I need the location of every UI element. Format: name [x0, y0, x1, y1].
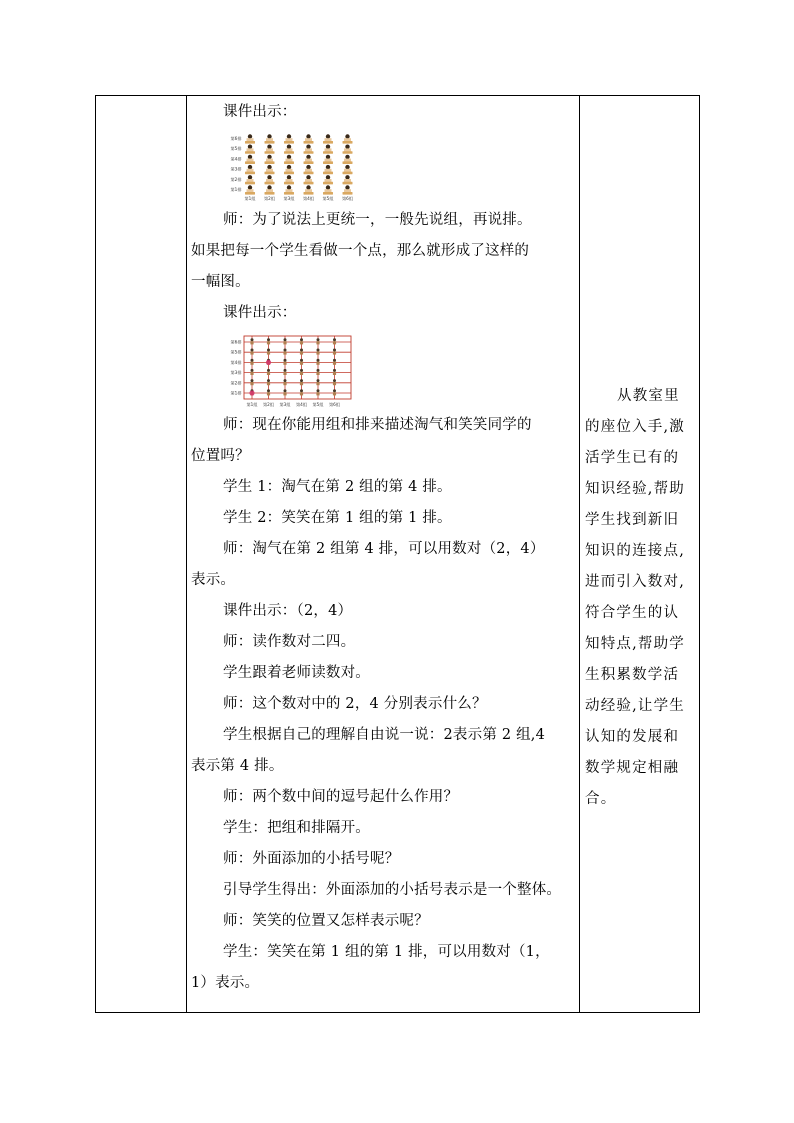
- text-line: 表示。: [191, 572, 236, 588]
- student-point: [300, 369, 303, 375]
- classroom-seating-figure: [228, 130, 363, 203]
- text-line: 师：读作数对二四。: [223, 634, 356, 650]
- student-seat: [245, 134, 255, 143]
- note-line: 生积累数学活: [585, 667, 680, 683]
- student-seat: [284, 165, 294, 174]
- note-line: 知识经验,帮助: [585, 481, 686, 497]
- column-divider-left: [186, 96, 187, 1012]
- student-seat: [245, 175, 255, 184]
- text-line: 课件出示：: [223, 305, 297, 321]
- student-point: [267, 349, 270, 355]
- row-label: 第4排: [230, 359, 242, 365]
- student-point: [267, 338, 270, 344]
- note-line: 学生找到新旧: [585, 512, 680, 528]
- row-label: 第1排: [230, 187, 242, 192]
- student-seat: [284, 134, 294, 143]
- row-label: 第3排: [230, 166, 242, 172]
- row-label: 第6排: [230, 339, 242, 345]
- student-point: [333, 349, 336, 355]
- column-label: 第5组: [322, 196, 334, 201]
- student-seat: [323, 165, 333, 174]
- student-seat: [265, 185, 275, 194]
- row-label: 第5排: [230, 146, 242, 152]
- row-label: 第5排: [230, 349, 242, 355]
- lesson-table: [95, 95, 700, 1013]
- column-label: 第1组: [244, 196, 256, 201]
- student-seat: [343, 185, 353, 194]
- text-line: 学生 2：笑笑在第 1 组的第 1 排。: [223, 510, 452, 526]
- student-point: [316, 379, 319, 385]
- student-point: [300, 349, 303, 355]
- text-line: 位置吗？: [191, 448, 250, 464]
- student-seat: [304, 165, 314, 174]
- student-seat: [265, 165, 275, 174]
- point-grid-figure: [228, 333, 353, 408]
- student-point: [283, 338, 286, 344]
- student-seat: [343, 134, 353, 143]
- column-divider-right: [579, 96, 580, 1012]
- text-line: 引导学生得出：外面添加的小括号表示是一个整体。: [223, 882, 562, 898]
- student-point: [300, 379, 303, 385]
- student-point: [250, 369, 253, 375]
- text-line: 师：现在你能用组和排来描述淘气和笑笑同学的: [223, 417, 532, 433]
- student-point: [283, 379, 286, 385]
- text-line: 学生：把组和排隔开。: [223, 820, 370, 836]
- student-point: [333, 379, 336, 385]
- text-line: 学生 1：淘气在第 2 组的第 4 排。: [223, 479, 452, 495]
- student-seat: [323, 155, 333, 164]
- text-line: 师：淘气在第 2 组第 4 排，可以用数对（2，4）: [223, 541, 545, 557]
- note-line: 进而引入数对,: [585, 574, 686, 590]
- student-point: [333, 359, 336, 365]
- student-seat: [284, 185, 294, 194]
- note-line: 知识的连接点,: [585, 543, 686, 559]
- student-point: [267, 379, 270, 385]
- student-seat: [265, 145, 275, 154]
- student-seat: [323, 134, 333, 143]
- column-label: 第1组: [246, 402, 258, 407]
- student-seat: [265, 155, 275, 164]
- student-point: [267, 369, 270, 375]
- student-seat: [304, 145, 314, 154]
- student-point: [283, 369, 286, 375]
- column-label: 第6组: [341, 196, 354, 201]
- text-line: 一幅图。: [191, 274, 250, 290]
- student-seat: [265, 134, 275, 143]
- text-line: 师：外面添加的小括号呢？: [223, 851, 400, 867]
- column-label: 第4组: [295, 402, 308, 407]
- student-point: [300, 338, 303, 344]
- student-point: [300, 389, 303, 395]
- student-point: [333, 389, 336, 395]
- row-label: 第4排: [230, 156, 242, 162]
- student-seat: [343, 165, 353, 174]
- student-point: [333, 369, 336, 375]
- row-label: 第2排: [230, 380, 242, 386]
- student-point: [250, 379, 253, 385]
- design-intent-cell: [581, 381, 701, 815]
- text-line: 学生根据自己的理解自由说一说：2表示第 2 组,4: [223, 727, 546, 743]
- text-line: 学生：笑笑在第 1 组的第 1 排，可以用数对（1，: [223, 944, 550, 960]
- student-point: [283, 349, 286, 355]
- student-point: [316, 369, 319, 375]
- student-seat: [304, 134, 314, 143]
- note-line: 认知的发展和: [585, 729, 680, 745]
- text-line: 师：这个数对中的 2，4 分别表示什么？: [223, 696, 487, 712]
- text-line: 师：为了说法上更统一，一般先说组，再说排。: [223, 212, 532, 228]
- student-point: [316, 338, 319, 344]
- row-label: 第3排: [230, 370, 242, 376]
- student-seat: [245, 165, 255, 174]
- student-seat: [323, 185, 333, 194]
- student-seat: [304, 155, 314, 164]
- student-seat: [343, 175, 353, 184]
- column-label: 第6组: [328, 402, 341, 407]
- column-label: 第2组: [263, 196, 276, 201]
- text-line: 师：笑笑的位置又怎样表示呢？: [223, 913, 429, 929]
- student-point: [333, 338, 336, 344]
- student-seat: [323, 145, 333, 154]
- student-point: [300, 359, 303, 365]
- column-label: 第5组: [312, 402, 324, 407]
- student-point: [250, 349, 253, 355]
- student-seat: [245, 145, 255, 154]
- student-seat: [323, 175, 333, 184]
- column-label: 第3组: [283, 196, 295, 201]
- student-seat: [304, 185, 314, 194]
- text-line: 师：两个数中间的逗号起什么作用？: [223, 789, 459, 805]
- student-point: [316, 389, 319, 395]
- highlighted-student-point: [249, 390, 254, 395]
- student-seat: [284, 145, 294, 154]
- note-line: 知特点,帮助学: [585, 636, 686, 652]
- text-line: 如果把每一个学生看做一个点，那么就形成了这样的: [191, 243, 530, 259]
- student-point: [250, 338, 253, 344]
- student-seat: [284, 175, 294, 184]
- student-point: [283, 359, 286, 365]
- note-line: 动经验,让学生: [585, 698, 686, 714]
- row-label: 第6排: [230, 136, 242, 141]
- column-label: 第2组: [262, 402, 275, 407]
- column-label: 第3组: [279, 402, 291, 407]
- note-line: 的座位入手,激: [585, 419, 686, 435]
- student-seat: [343, 145, 353, 154]
- text-line: 课件出示：（2，4）: [223, 603, 353, 619]
- student-point: [283, 389, 286, 395]
- student-seat: [265, 175, 275, 184]
- student-seat: [284, 155, 294, 164]
- row-label: 第2排: [230, 176, 242, 182]
- student-point: [316, 359, 319, 365]
- text-line: 表示第 4 排。: [191, 758, 284, 774]
- note-line: 合。: [585, 791, 617, 807]
- student-seat: [245, 155, 255, 164]
- text-line: 1）表示。: [191, 975, 260, 991]
- text-line: 课件出示：: [223, 104, 297, 120]
- note-line: 活学生已有的: [585, 450, 680, 466]
- highlighted-student-point: [266, 360, 271, 365]
- row-label: 第1排: [230, 390, 242, 396]
- column-label: 第4组: [302, 196, 315, 201]
- student-point: [316, 349, 319, 355]
- student-point: [250, 359, 253, 365]
- student-point: [267, 389, 270, 395]
- text-line: 学生跟着老师读数对。: [223, 665, 370, 681]
- student-seat: [343, 155, 353, 164]
- note-line: 数学规定相融: [585, 760, 680, 776]
- student-seat: [304, 175, 314, 184]
- note-line: 从教室里: [617, 388, 680, 404]
- teaching-process-cell: [188, 96, 578, 999]
- note-line: 符合学生的认: [585, 605, 680, 621]
- student-seat: [245, 185, 255, 194]
